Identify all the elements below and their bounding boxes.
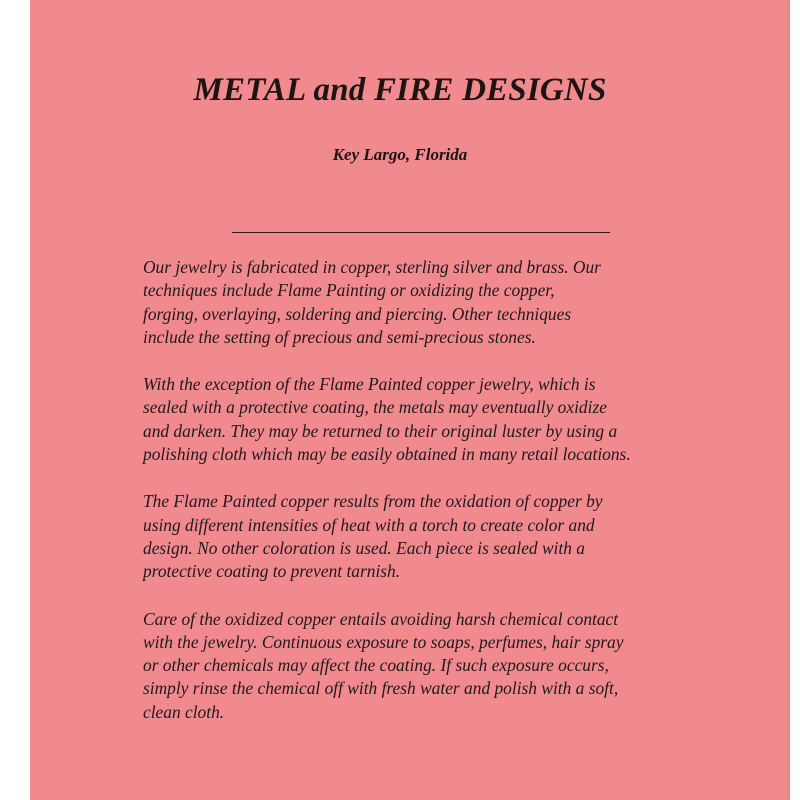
text-line: techniques include Flame Painting or oxidizing the copper,	[143, 280, 555, 301]
text-line: include the setting of precious and semi-precious stones.	[143, 326, 536, 347]
document-body	[143, 256, 783, 748]
paragraph-materials	[143, 256, 783, 349]
text-line: Our jewelry is fabricated in copper, sterling silver and brass. Our	[143, 257, 601, 277]
text-line: With the exception of the Flame Painted copper jewelry, which is	[143, 374, 596, 395]
divider-line	[232, 232, 610, 233]
text-line: polishing cloth which may be easily obtained in many retail locations.	[143, 444, 631, 465]
paragraph-flame-painted	[143, 490, 783, 583]
text-line: and darken. They may be returned to their original luster by using a	[143, 420, 618, 441]
text-line: Care of the oxidized copper entails avoiding harsh chemical contact	[143, 608, 619, 629]
text-line: or other chemicals may affect the coating. If such exposure occurs,	[143, 655, 609, 676]
document-subtitle: Key Largo, Florida	[332, 145, 468, 164]
document-title: METAL and FIRE DESIGNS	[193, 72, 607, 108]
text-line: forging, overlaying, soldering and piercing. Other techniques	[143, 303, 572, 324]
text-line: sealed with a protective coating, the metals may eventually oxidize	[143, 397, 607, 418]
paragraph-care	[143, 608, 783, 724]
text-line: The Flame Painted copper results from the oxidation of copper by	[143, 491, 603, 512]
text-line: with the jewelry. Continuous exposure to soaps, perfumes, hair spray	[143, 631, 624, 652]
paragraph-luster	[143, 373, 783, 466]
text-line: clean cloth.	[143, 701, 225, 722]
text-line: protective coating to prevent tarnish.	[143, 561, 401, 582]
text-line: design. No other coloration is used. Each piece is sealed with a	[143, 537, 585, 558]
text-line: simply rinse the chemical off with fresh water and polish with a soft,	[143, 678, 619, 699]
text-line: using different intensities of heat with a torch to create color and	[143, 514, 595, 535]
